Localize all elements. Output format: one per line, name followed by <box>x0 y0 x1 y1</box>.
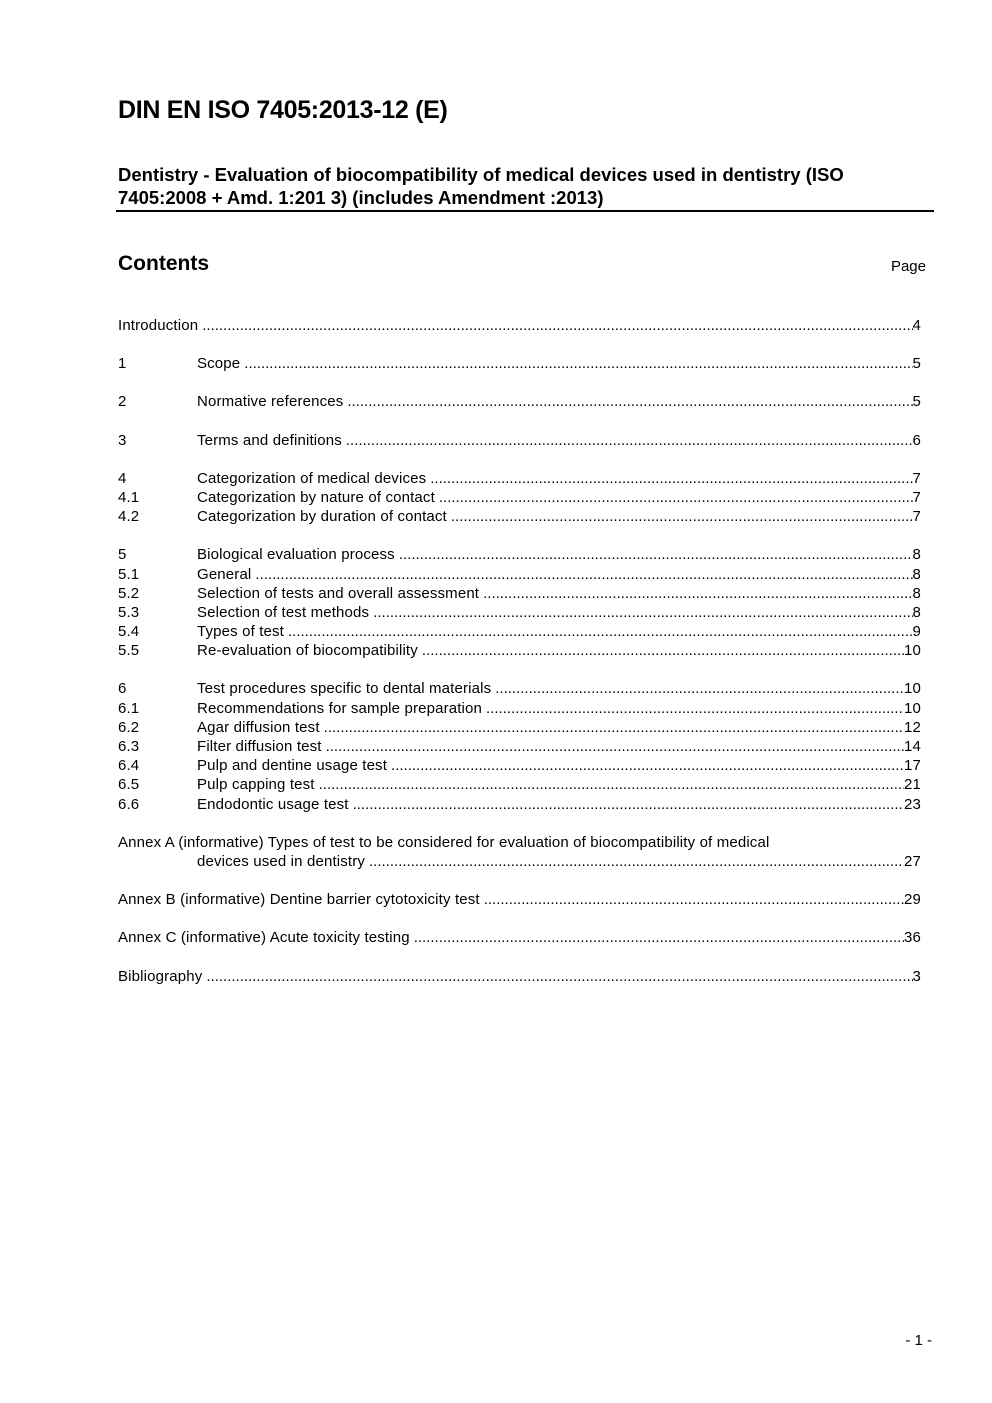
toc-leader-dots <box>369 852 904 871</box>
toc-entry-page: 6 <box>912 431 921 449</box>
document-subtitle: Dentistry - Evaluation of biocompatibility of medical devices used in dentistry (ISO 7405:2008 + Amd. 1:201 3) (includes Amendment :2013) <box>118 164 844 208</box>
toc-entry-title: Endodontic usage test <box>197 795 349 813</box>
toc-entry-title: General <box>197 565 252 583</box>
toc-entry-number: 6.1 <box>118 699 140 717</box>
toc-entry-page: 10 <box>904 642 921 660</box>
toc-entry-number: 4 <box>118 469 127 487</box>
contents-heading: Contents <box>118 252 209 275</box>
toc-entry-title: Categorization by duration of contact <box>197 508 447 526</box>
toc-entry-number: 4.1 <box>118 488 140 506</box>
toc-entry-bibliography[interactable] <box>118 967 921 986</box>
toc-entry-title: Types of test <box>197 623 284 641</box>
toc-leader-dots <box>347 392 912 411</box>
toc-entry-page: 21 <box>904 776 921 794</box>
toc-entry-categorization-nature[interactable] <box>118 488 921 507</box>
toc-entry-number: 1 <box>118 355 127 373</box>
toc-leader-dots <box>430 469 912 488</box>
toc-leader-dots <box>255 565 912 584</box>
toc-entry-annex-a[interactable] <box>118 833 921 871</box>
toc-entry-title: Pulp capping test <box>197 776 315 794</box>
toc-entry-page: 10 <box>904 699 921 717</box>
toc-entry-number: 6.4 <box>118 757 140 775</box>
toc-entry-page: 29 <box>904 891 921 909</box>
toc-entry-title: Agar diffusion test <box>197 718 320 736</box>
toc-entry-page: 12 <box>904 718 921 736</box>
toc-entry-biological-evaluation[interactable] <box>118 545 921 564</box>
toc-entry-selection-of-test-methods[interactable] <box>118 603 921 622</box>
toc-entry-test-procedures[interactable] <box>118 679 921 698</box>
toc-leader-dots <box>206 967 912 986</box>
toc-entry-page: 4 <box>912 317 921 334</box>
toc-entry-page: 8 <box>912 603 921 621</box>
toc-entry-title: Biological evaluation process <box>197 546 395 564</box>
toc-leader-dots <box>288 622 913 641</box>
toc-entry-title: Categorization of medical devices <box>197 469 427 487</box>
toc-entry-general[interactable] <box>118 565 921 584</box>
toc-entry-continuation <box>118 852 921 871</box>
toc-entry-scope[interactable] <box>118 354 921 373</box>
toc-entry-title: Categorization by nature of contact <box>197 488 435 506</box>
toc-entry-annex-b[interactable] <box>118 890 921 909</box>
toc-entry-title-continuation: devices used in dentistry <box>197 852 366 870</box>
toc-leader-dots <box>399 545 913 564</box>
toc-entry-number: 6.6 <box>118 795 140 813</box>
toc-leader-dots <box>414 928 904 947</box>
toc-leader-dots <box>422 641 904 660</box>
toc-entry-introduction[interactable] <box>118 316 921 335</box>
toc-entry-title: Annex B (informative) Dentine barrier cytotoxicity test <box>118 891 480 909</box>
toc-entry-title: Pulp and dentine usage test <box>197 757 388 775</box>
toc-entry-categorization[interactable] <box>118 469 921 488</box>
toc-entry-number: 5.4 <box>118 623 140 641</box>
toc-entry-title: Bibliography <box>118 967 203 985</box>
toc-entry-pulp-dentine-usage[interactable] <box>118 756 921 775</box>
toc-entry-annex-c[interactable] <box>118 928 921 947</box>
toc-entry-title: Selection of test methods <box>197 603 370 621</box>
toc-entry-title: Test procedures specific to dental materials <box>197 680 492 698</box>
toc-entry-types-of-test[interactable] <box>118 622 921 641</box>
toc-entry-number: 6.3 <box>118 738 140 755</box>
toc-leader-dots <box>353 795 904 814</box>
toc-entry-number: 6.2 <box>118 718 140 736</box>
toc-entry-number: 6 <box>118 680 127 698</box>
toc-leader-dots <box>346 431 913 450</box>
toc-entry-number: 5.3 <box>118 603 140 621</box>
toc-leader-dots <box>202 316 912 335</box>
toc-entry-title: Normative references <box>197 393 344 411</box>
toc-entry-re-evaluation[interactable] <box>118 641 921 660</box>
toc-entry-endodontic-usage[interactable] <box>118 795 921 814</box>
toc-entry-page: 5 <box>912 355 921 373</box>
toc-leader-dots <box>439 488 913 507</box>
toc-entry-title: Annex A (informative) Types of test to be considered for evaluation of biocompatibility of medical <box>118 833 770 851</box>
toc-entry-number: 5.2 <box>118 584 140 602</box>
toc-entry-selection-of-tests[interactable] <box>118 584 921 603</box>
toc-entry-title: Filter diffusion test <box>197 738 322 755</box>
toc-entry-page: 8 <box>912 546 921 564</box>
toc-leader-dots <box>324 718 904 737</box>
toc-leader-dots <box>244 354 912 373</box>
toc-leader-dots <box>319 775 904 794</box>
document-title: DIN EN ISO 7405:2013-12 (E) <box>118 96 448 124</box>
toc-entry-filter-diffusion[interactable] <box>118 737 921 756</box>
toc-entry-page: 7 <box>912 469 921 487</box>
toc-leader-dots <box>484 890 904 909</box>
toc-entry-title: Recommendations for sample preparation <box>197 699 483 717</box>
toc-leader-dots <box>326 737 904 756</box>
toc-entry-sample-preparation[interactable] <box>118 699 921 718</box>
toc-entry-number: 5.5 <box>118 642 140 660</box>
page-column-heading: Page <box>890 258 926 275</box>
toc-entry-agar-diffusion[interactable] <box>118 718 921 737</box>
toc-entry-number: 6.5 <box>118 776 140 794</box>
page-number: - 1 - <box>905 1332 932 1349</box>
toc-entry-title: Terms and definitions <box>197 431 342 449</box>
toc-entry-page: 7 <box>912 488 921 506</box>
toc-entry-title: Selection of tests and overall assessment <box>197 584 480 602</box>
toc-entry-page: 5 <box>912 393 921 411</box>
toc-entry-title: Scope <box>197 355 241 373</box>
toc-entry-title: Re-evaluation of biocompatibility <box>197 642 418 660</box>
toc-entry-page: 8 <box>912 565 921 583</box>
toc-entry-title: Annex C (informative) Acute toxicity testing <box>118 929 410 947</box>
toc-entry-page: 14 <box>904 738 921 755</box>
toc-leader-dots <box>391 756 904 775</box>
toc-entry-number: 2 <box>118 393 127 411</box>
toc-entry-normative-references[interactable] <box>118 392 921 411</box>
toc-entry-number: 3 <box>118 431 127 449</box>
toc-entry-page: 36 <box>904 929 921 947</box>
toc-entry-page: 7 <box>912 508 921 526</box>
toc-entry-number: 5 <box>118 546 127 564</box>
subtitle-divider <box>116 210 934 212</box>
toc-leader-dots <box>451 507 913 526</box>
toc-entry-pulp-capping[interactable] <box>118 775 921 794</box>
toc-entry-terms-and-definitions[interactable] <box>118 431 921 450</box>
toc-entry-page: 27 <box>904 852 921 870</box>
toc-entry-number: 4.2 <box>118 508 140 526</box>
toc-entry-number: 5.1 <box>118 565 140 583</box>
toc-entry-categorization-duration[interactable] <box>118 507 921 526</box>
toc-entry-page: 10 <box>904 680 921 698</box>
toc-entry-title: Introduction <box>118 317 199 334</box>
toc-leader-dots <box>483 584 912 603</box>
toc-entry-page: 3 <box>912 967 921 985</box>
toc-entry-page: 23 <box>904 795 921 813</box>
table-of-contents <box>118 316 921 986</box>
toc-entry-page: 9 <box>912 623 921 641</box>
toc-entry-page: 8 <box>912 584 921 602</box>
toc-entry-page: 17 <box>904 757 921 775</box>
toc-leader-dots <box>373 603 912 622</box>
toc-leader-dots <box>486 699 904 718</box>
toc-leader-dots <box>495 679 904 698</box>
